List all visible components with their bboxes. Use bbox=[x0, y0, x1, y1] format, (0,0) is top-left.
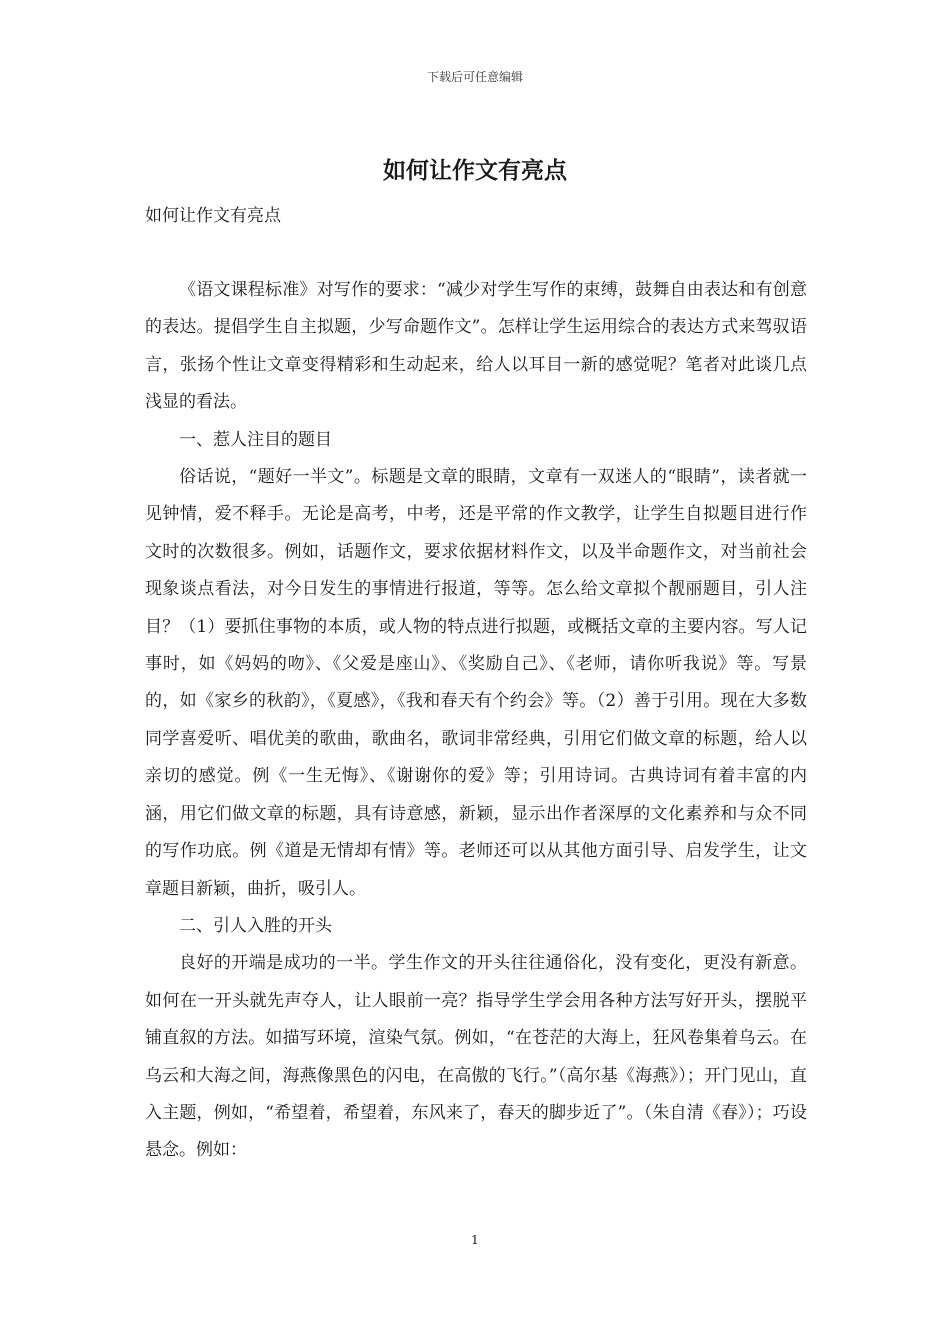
document-body bbox=[145, 272, 807, 1170]
page-header-note: 下载后可任意编辑 bbox=[426, 70, 523, 84]
paragraph-section-1: 俗话说，“题好一半文”。标题是文章的眼睛，文章有一双迷人的“眼睛”，读者就一见钟情，爱不释手。无论是高考，中考，还是平常的作文教学，让学生自拟题目进行作文时的次数很多。例如，话题作文，要求依据材料作文，以及半命题作文，对当前社会现象谈点看法，对今日发生的事情进行报道，等等。怎么给文章拟个靓丽题目，引人注目？（1）要抓住事物的本质，或人物的特点进行拟题，或概括文章的主要内容。写人记事时，如《妈妈的吻》、《父爱是座山》、《奖励自己》、《老师，请你听我说》等。写景的，如《家乡的秋韵》，《夏感》，《我和春天有个约会》等。（2）善于引用。现在大多数同学喜爱听、唱优美的歌曲，歌曲名，歌词非常经典，引用它们做文章的标题，给人以亲切的感觉。例《一生无悔》、《谢谢你的爱》等；引用诗词。古典诗词有着丰富的内涵，用它们做文章的标题，具有诗意感，新颖，显示出作者深厚的文化素养和与众不同的写作功底。例《道是无情却有情》等。老师还可以从其他方面引导、启发学生，让文章题目新颖，曲折，吸引人。 bbox=[145, 467, 807, 899]
document-subtitle: 如何让作文有亮点 bbox=[145, 206, 281, 226]
document-title: 如何让作文有亮点 bbox=[383, 157, 567, 184]
page-number: 1 bbox=[471, 1233, 479, 1247]
section-heading-2: 二、引人入胜的开头 bbox=[179, 915, 332, 936]
paragraph-intro: 《语文课程标准》对写作的要求：“减少对学生写作的束缚，鼓舞自由表达和有创意的表达。提倡学生自主拟题，少写命题作文”。怎样让学生运用综合的表达方式来驾驭语言，张扬个性让文章变得精彩和生动起来，给人以耳目一新的感觉呢？笔者对此谈几点浅显的看法。 bbox=[145, 280, 807, 413]
section-heading-1: 一、惹人注目的题目 bbox=[179, 429, 332, 450]
paragraph-section-2: 良好的开端是成功的一半。学生作文的开头往往通俗化，没有变化，更没有新意。如何在一开头就先声夺人，让人眼前一亮？指导学生学会用各种方法写好开头，摆脱平铺直叙的方法。如描写环境，渲染气氛。例如，“在苍茫的大海上，狂风卷集着乌云。在乌云和大海之间，海燕像黑色的闪电，在高傲的飞行。”（高尔基《海燕》）；开门见山，直入主题，例如，“希望着，希望着，东风来了，春天的脚步近了”。（朱自清《春》）；巧设悬念。例如： bbox=[145, 953, 807, 1161]
